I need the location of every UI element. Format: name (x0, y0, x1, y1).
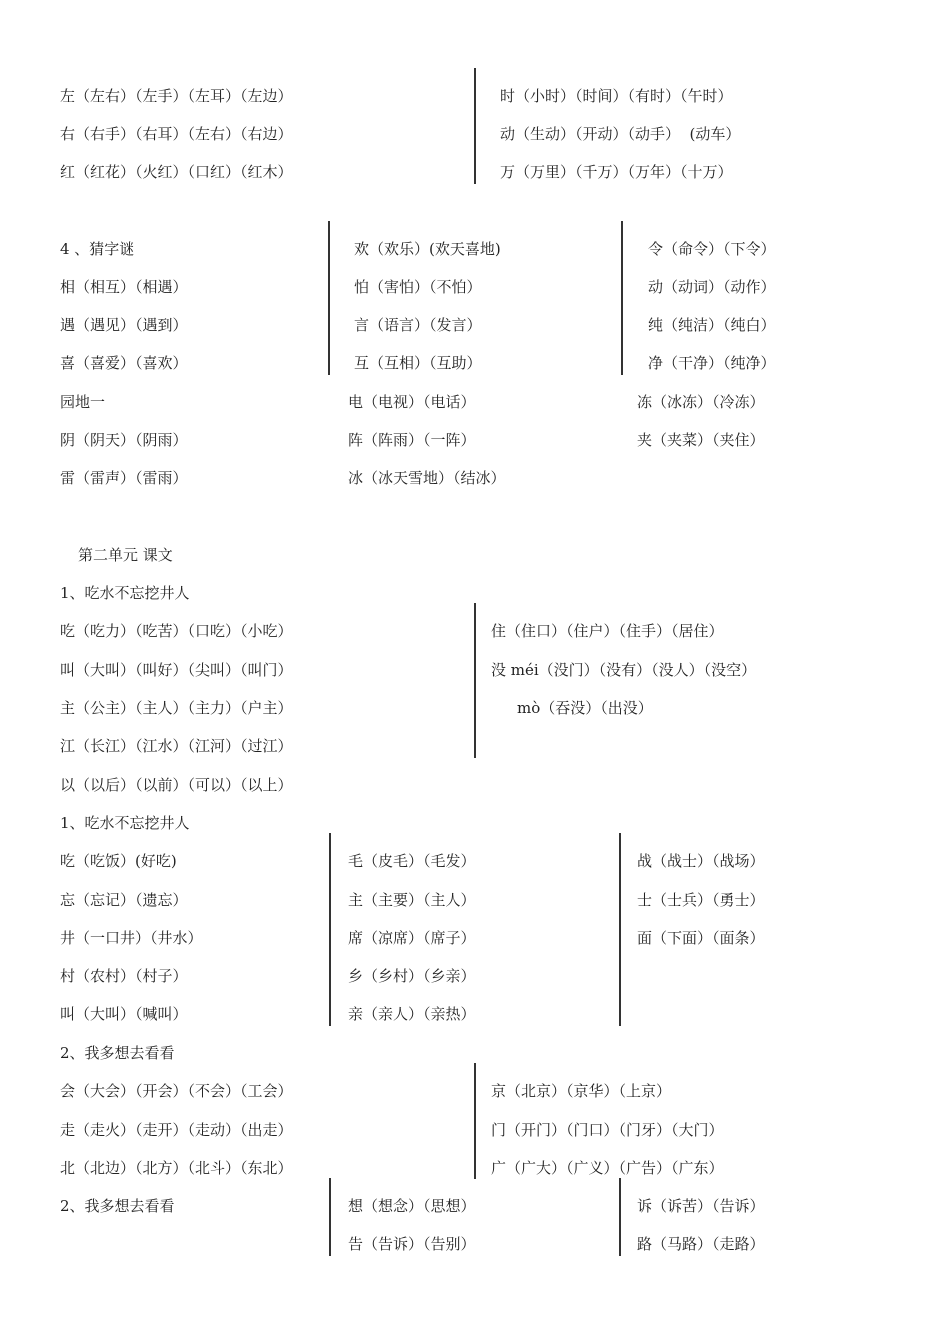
line-text: 言（语言）（发言） (354, 316, 482, 334)
line-text: 净（干净）（纯净） (648, 354, 776, 372)
line-text: 会（大会）（开会）（不会）（工会） (60, 1082, 293, 1100)
line-text: 电（电视）（电话） (348, 393, 476, 411)
line-text: 京（北京）（京华）（上京） (491, 1082, 672, 1100)
line-text: 主（主要）（主人） (348, 891, 476, 909)
column-divider (329, 1178, 331, 1256)
line-text: 互（互相）（互助） (354, 354, 482, 372)
line-text: 乡（乡村）（乡亲） (348, 967, 476, 985)
line-text: 雷（雷声）（雷雨） (60, 469, 188, 487)
line-text: 席（凉席）（席子） (348, 929, 476, 947)
line-text: 阵（阵雨）（一阵） (348, 431, 476, 449)
line-text: 欢（欢乐）(欢天喜地) (354, 240, 501, 258)
section-heading: 1、吃水不忘挖井人 (60, 584, 190, 602)
line-text: 走（走火）（走开）（走动）（出走） (60, 1121, 293, 1139)
line-text: 左（左右）（左手）（左耳）（左边） (60, 87, 293, 105)
line-text: 亲（亲人）（亲热） (348, 1005, 476, 1023)
line-text: 以（以后）（以前）（可以）（以上） (60, 776, 293, 794)
section-heading: 园地一 (60, 393, 106, 411)
line-text: 相（相互）（相遇） (60, 278, 188, 296)
column-divider (621, 221, 623, 375)
column-divider (329, 833, 331, 1026)
line-text: 吃（吃力）（吃苦）（口吃）（小吃） (60, 622, 293, 640)
line-text: 忘（忘记）（遗忘） (60, 891, 188, 909)
line-text: 叫（大叫）（叫好）（尖叫）（叫门） (60, 661, 293, 679)
line-text: 主（公主）（主人）（主力）（户主） (60, 699, 293, 717)
line-text: 动（生动）（开动）（动手） (动车） (500, 125, 741, 143)
section-heading: 2、我多想去看看 (60, 1044, 175, 1062)
line-text: 想（想念）（思想） (348, 1197, 476, 1215)
line-text: 吃（吃饭）(好吃) (60, 852, 177, 870)
line-text: 诉（诉苦）（告诉） (637, 1197, 765, 1215)
column-divider (474, 603, 476, 758)
line-text: 红（红花）（火红）（口红）（红木） (60, 163, 293, 181)
line-text: 遇（遇见）（遇到） (60, 316, 188, 334)
line-text: 告（告诉）（告别） (348, 1235, 476, 1253)
unit-title: 第二单元 课文 (78, 546, 173, 564)
line-text: 叫（大叫）（喊叫） (60, 1005, 188, 1023)
line-text: 右（右手）（右耳）（左右）（右边） (60, 125, 293, 143)
section-heading: 1、吃水不忘挖井人 (60, 814, 190, 832)
line-text: 住（住口）（住户）（住手）（居住） (491, 622, 724, 640)
column-divider (619, 833, 621, 1026)
column-divider (328, 221, 330, 375)
line-text: 纯（纯洁）（纯白） (648, 316, 776, 334)
line-text: 怕（害怕）（不怕） (354, 278, 482, 296)
section-heading: 2、我多想去看看 (60, 1197, 175, 1215)
line-text: 广（广大）（广义）（广告）（广东） (491, 1159, 724, 1177)
line-text: 万（万里）（千万）（万年）（十万） (500, 163, 733, 181)
line-text: 阴（阴天）（阴雨） (60, 431, 188, 449)
line-text: 冻（冰冻）（冷冻） (637, 393, 765, 411)
section-heading: 4 、猜字谜 (60, 240, 135, 258)
line-text: 时（小时）（时间）（有时）（午时） (500, 87, 733, 105)
line-text: 动（动词）（动作） (648, 278, 776, 296)
column-divider (474, 1063, 476, 1179)
line-text: 令（命令）（下令） (648, 240, 776, 258)
line-text: 井（一口井）（井水） (60, 929, 203, 947)
line-text: 战（战士）（战场） (637, 852, 765, 870)
line-text: 江（长江）（江水）（江河）（过江） (60, 737, 293, 755)
line-text: 喜（喜爱）（喜欢） (60, 354, 188, 372)
line-text: 没 méi（没门）（没有）（没人）（没空） (491, 661, 757, 679)
line-text: mò（吞没）（出没） (517, 699, 653, 717)
line-text: 门（开门）（门口）（门牙）（大门） (491, 1121, 724, 1139)
column-divider (619, 1178, 621, 1256)
line-text: 夹（夹菜）（夹住） (637, 431, 765, 449)
line-text: 冰（冰天雪地）（结冰） (348, 469, 506, 487)
line-text: 毛（皮毛）（毛发） (348, 852, 476, 870)
column-divider (474, 68, 476, 184)
line-text: 北（北边）（北方）（北斗）（东北） (60, 1159, 293, 1177)
line-text: 士（士兵）（勇士） (637, 891, 765, 909)
line-text: 路（马路）（走路） (637, 1235, 765, 1253)
line-text: 村（农村）（村子） (60, 967, 188, 985)
line-text: 面（下面）（面条） (637, 929, 765, 947)
